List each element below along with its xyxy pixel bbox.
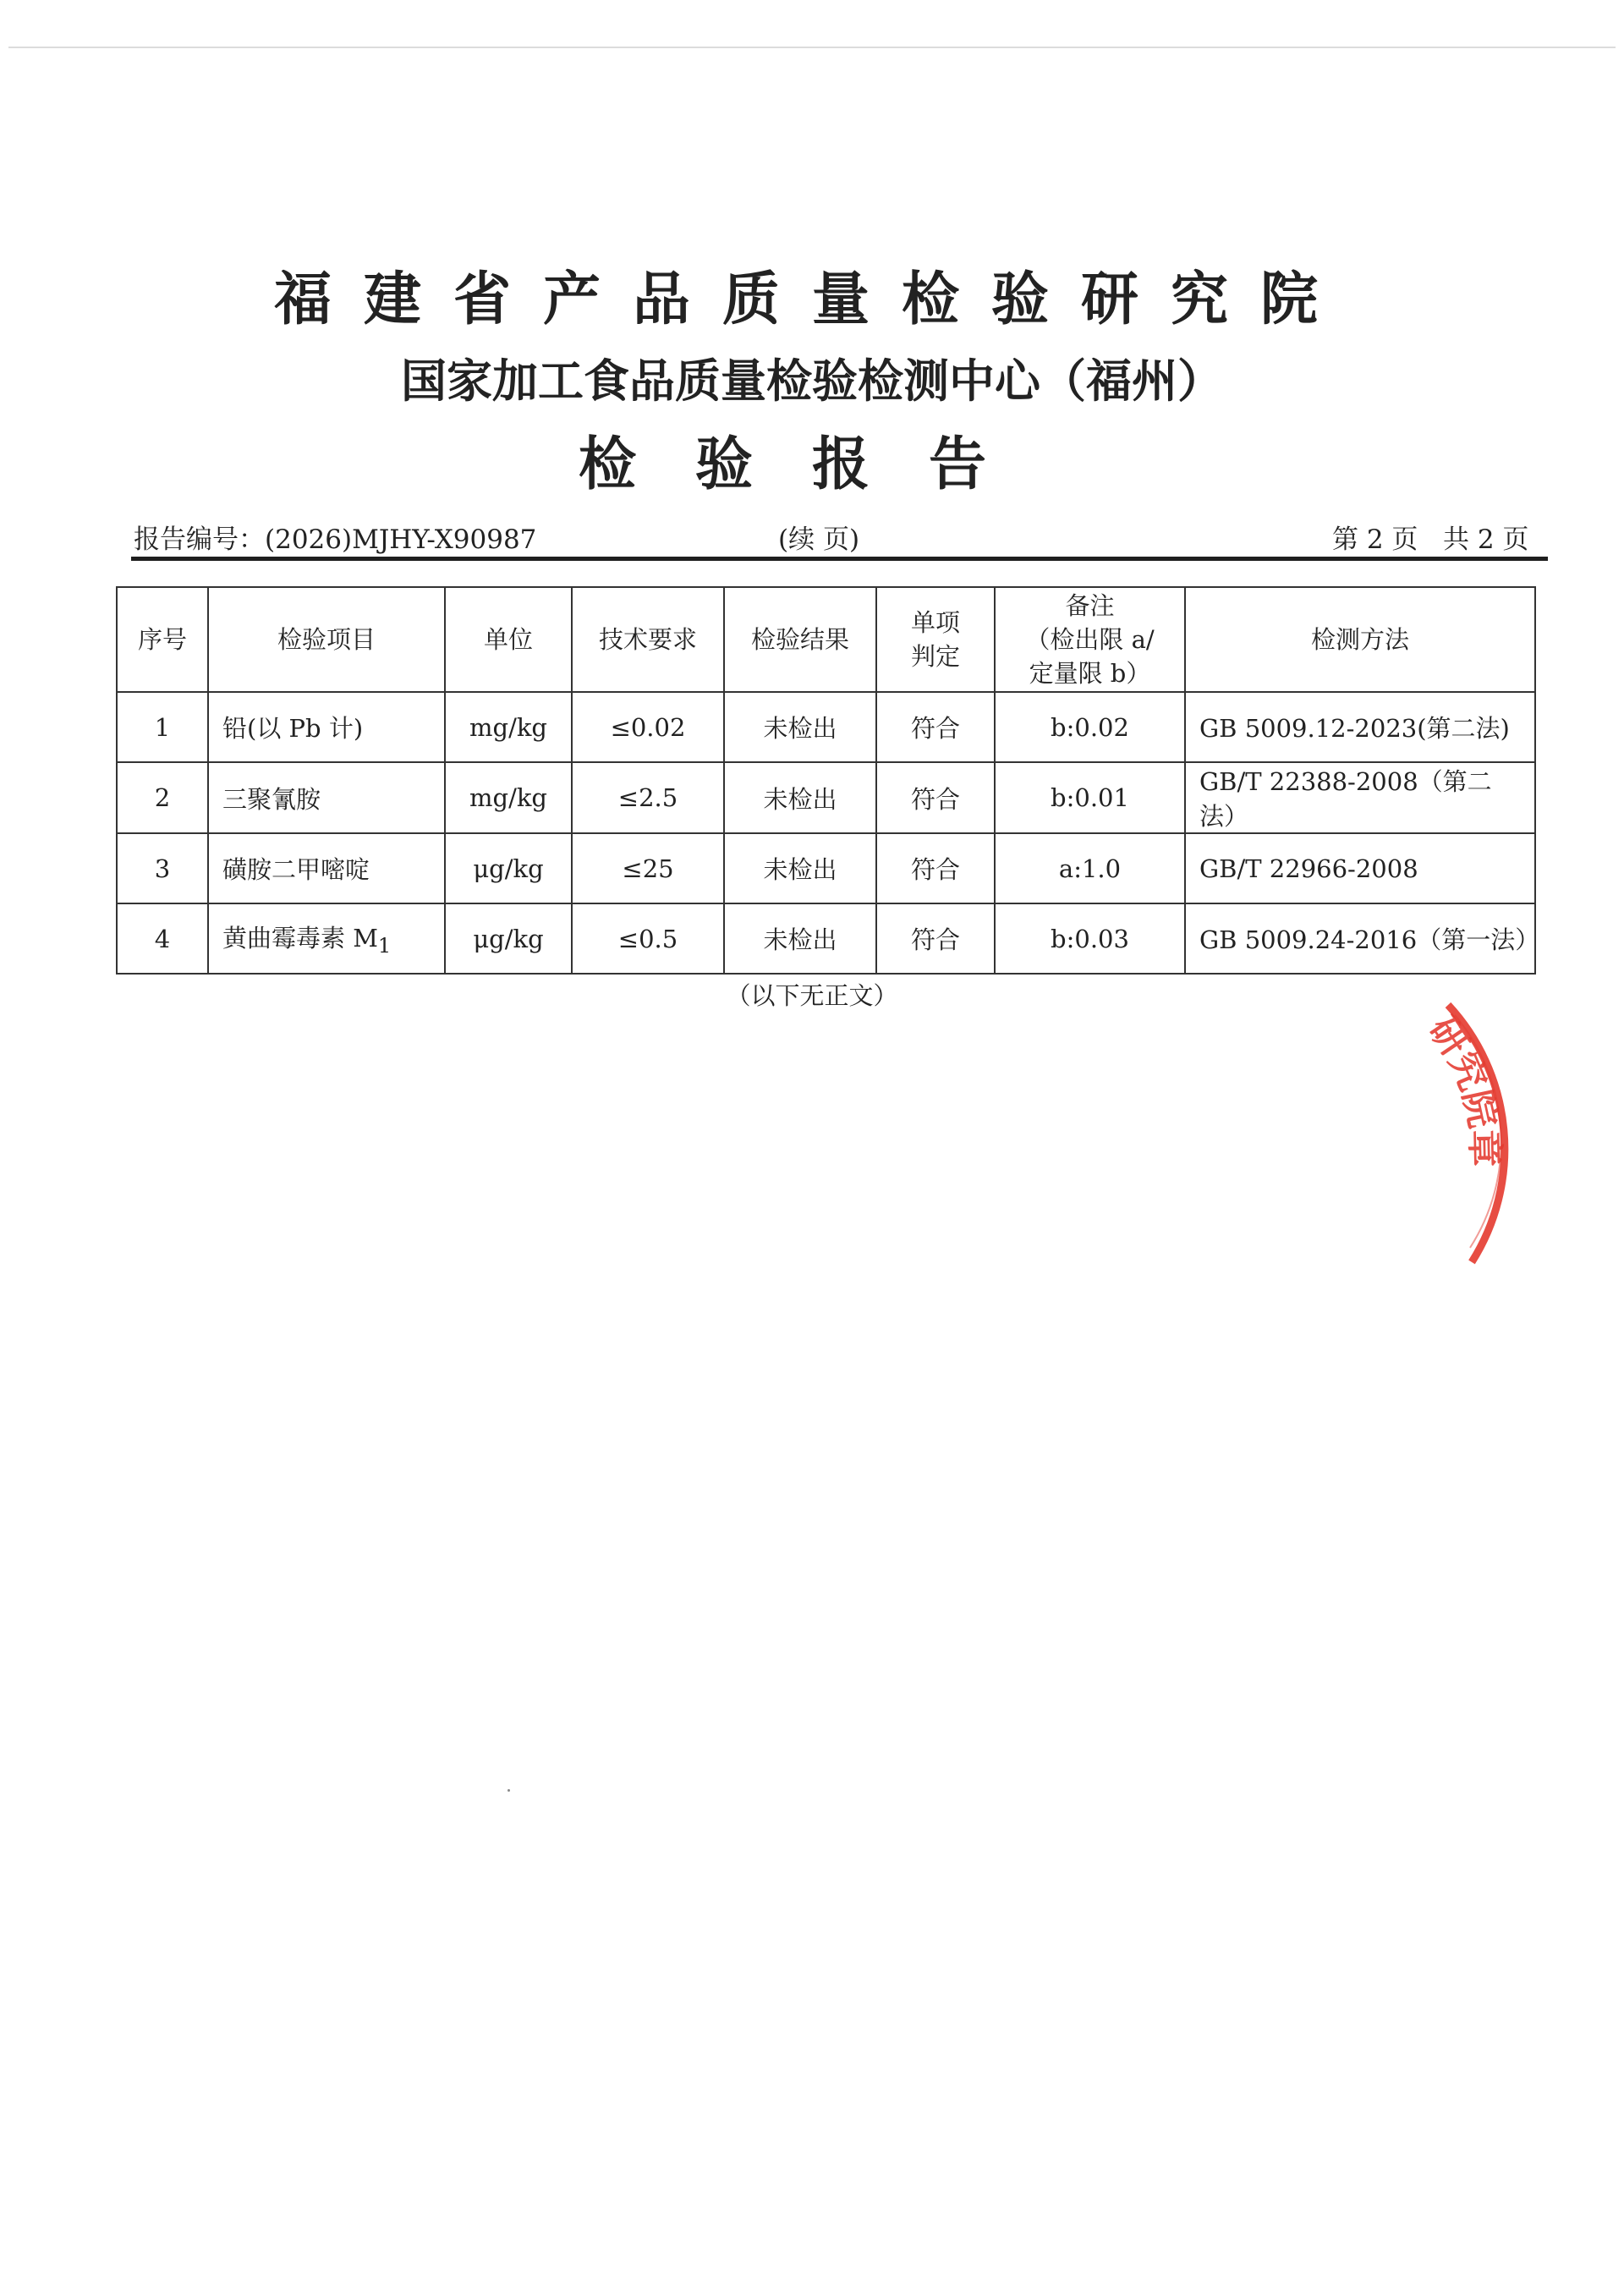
cell-judgement: 符合 xyxy=(876,762,995,833)
cell-requirement: ≤25 xyxy=(572,833,724,903)
cell-method: GB/T 22388-2008（第二法） xyxy=(1185,762,1535,833)
official-seal-stamp xyxy=(1353,990,1624,1277)
center-subtitle: 国家加工食品质量检验检测中心（福州） xyxy=(401,354,1223,408)
col-header-judgement xyxy=(876,587,995,692)
results-table xyxy=(116,586,1540,975)
table-row xyxy=(117,833,1535,903)
judgement-header-line2: 判定 xyxy=(910,642,960,671)
cell-item: 三聚氰胺 xyxy=(208,762,445,833)
cell-seq: 2 xyxy=(117,762,208,833)
report-number-value: (2026)MJHY-X90987 xyxy=(265,524,537,555)
col-header-item: 检验项目 xyxy=(208,587,445,692)
cell-method: GB/T 22966-2008 xyxy=(1185,833,1535,903)
institute-title: 福建省产品质量检验研究院 xyxy=(273,266,1350,333)
cell-seq: 3 xyxy=(117,833,208,903)
col-header-result: 检验结果 xyxy=(724,587,876,692)
remark-header-line1: 备注 xyxy=(1065,591,1115,620)
cell-judgement: 符合 xyxy=(876,692,995,762)
col-header-unit: 单位 xyxy=(445,587,572,692)
remark-header-line2: （检出限 a/ xyxy=(1025,625,1155,654)
table-header-row xyxy=(117,587,1535,692)
svg-text:研究院章 xyxy=(1420,1009,1506,1167)
table-row xyxy=(117,903,1535,974)
cell-item-text: 黄曲霉毒素 M xyxy=(222,924,378,953)
cell-result: 未检出 xyxy=(724,833,876,903)
cell-result: 未检出 xyxy=(724,903,876,974)
end-of-text-note: （以下无正文） xyxy=(726,981,898,1010)
cell-seq: 4 xyxy=(117,903,208,974)
report-number-label: 报告编号： xyxy=(134,524,265,555)
col-header-seq: 序号 xyxy=(117,587,208,692)
cell-item: 铅(以 Pb 计) xyxy=(208,692,445,762)
cell-requirement: ≤0.02 xyxy=(572,692,724,762)
scan-speck xyxy=(508,1789,510,1792)
remark-header-line3: 定量限 b） xyxy=(1029,659,1151,688)
cell-remark: a:1.0 xyxy=(995,833,1185,903)
report-number xyxy=(134,518,536,556)
report-title: 检验报告 xyxy=(578,431,1045,498)
cell-result: 未检出 xyxy=(724,762,876,833)
table-row xyxy=(117,692,1535,762)
cell-remark: b:0.01 xyxy=(995,762,1185,833)
col-header-requirement: 技术要求 xyxy=(572,587,724,692)
col-header-remark xyxy=(995,587,1185,692)
cell-seq: 1 xyxy=(117,692,208,762)
cell-method: GB 5009.12-2023(第二法) xyxy=(1185,692,1535,762)
col-header-method: 检测方法 xyxy=(1185,587,1535,692)
seal-text: 研究院章 xyxy=(1419,1008,1506,1167)
continued-page-label: (续 页) xyxy=(778,524,860,555)
cell-unit: mg/kg xyxy=(445,762,572,833)
cell-unit: mg/kg xyxy=(445,692,572,762)
cell-requirement: ≤2.5 xyxy=(572,762,724,833)
cell-remark: b:0.03 xyxy=(995,903,1185,974)
cell-item xyxy=(208,903,445,974)
cell-result: 未检出 xyxy=(724,692,876,762)
cell-unit: μg/kg xyxy=(445,833,572,903)
page-indicator: 第 2 页 共 2 页 xyxy=(1332,524,1529,555)
cell-requirement: ≤0.5 xyxy=(572,903,724,974)
table-row xyxy=(117,762,1535,833)
cell-item: 磺胺二甲嘧啶 xyxy=(208,833,445,903)
scan-top-edge xyxy=(8,47,1616,48)
cell-judgement: 符合 xyxy=(876,903,995,974)
cell-judgement: 符合 xyxy=(876,833,995,903)
cell-unit: μg/kg xyxy=(445,903,572,974)
header-rule xyxy=(131,557,1548,561)
cell-remark: b:0.02 xyxy=(995,692,1185,762)
judgement-header-line1: 单项 xyxy=(910,608,960,637)
cell-item-subscript: 1 xyxy=(377,933,392,958)
cell-method: GB 5009.24-2016（第一法） xyxy=(1185,903,1535,974)
